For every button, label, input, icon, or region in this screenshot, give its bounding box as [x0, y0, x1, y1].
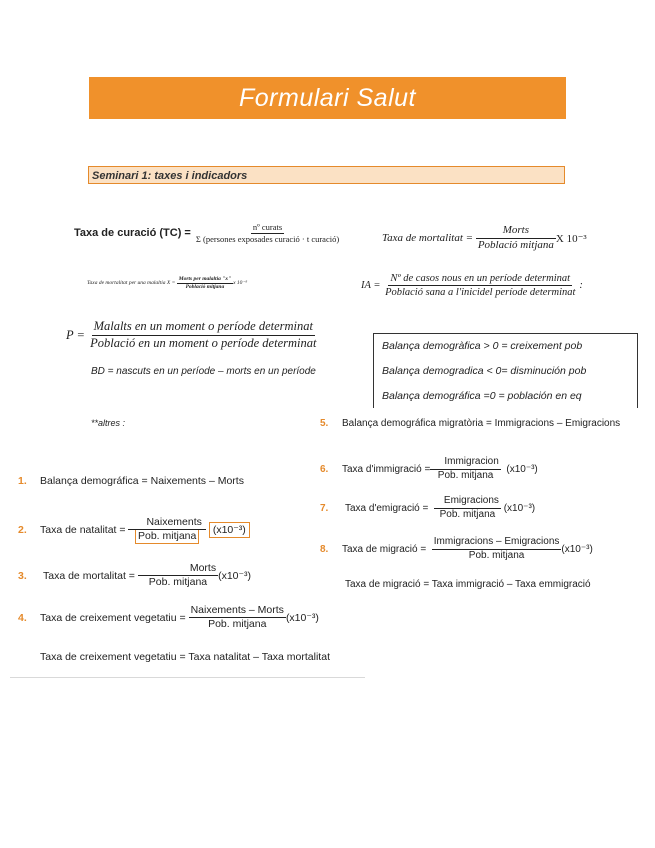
tm-denominator: Població mitjana [477, 238, 554, 251]
p-fraction [88, 319, 318, 351]
item-4-denominator: Pob. mitjana [208, 618, 267, 631]
item-7-fraction [434, 495, 501, 521]
list-item-2 [18, 516, 250, 544]
item-8-numerator: Immigracions – Emigracions [432, 536, 562, 550]
tm-fraction [476, 224, 556, 253]
ia-label: IA = [361, 280, 381, 292]
item-2-numerator: Naixements [128, 516, 205, 530]
title-banner: Formulari Salut [89, 77, 566, 119]
formula-prevalence [66, 319, 318, 351]
item-8-suffix: (x10⁻³) [561, 543, 593, 555]
item-8-denominator: Pob. mitjana [468, 549, 525, 561]
item-7-label: Taxa d'emigració = [345, 502, 429, 514]
item-2-number: 2. [18, 524, 27, 537]
balance-box [373, 333, 638, 408]
item-4-numerator: Naixements – Morts [189, 604, 286, 618]
tc-label: Taxa de curació (TC) = [74, 227, 191, 240]
item-3-number: 3. [18, 569, 27, 582]
p-numerator: Malalts en un moment o període determinat [92, 319, 315, 336]
tmm-label: Taxa de mortalitat per una malaltia X = [87, 280, 176, 287]
tmm-denominator: Població mitjana [185, 283, 225, 290]
item-1-number: 1. [18, 475, 27, 487]
item-3-numerator: Morts [138, 562, 218, 576]
item-6-denominator: Pob. mitjana [437, 469, 494, 481]
balance-negative: Balança demogradica < 0= disminución pob [382, 365, 587, 377]
item-7-number: 7. [320, 502, 329, 514]
formula-tc [74, 222, 341, 244]
item-4-fraction [189, 604, 286, 631]
tmm-numerator: Morts per malaltia "x" [178, 276, 232, 282]
list-item-6 [320, 456, 538, 482]
item-2-suffix: (x10⁻³) [209, 522, 250, 538]
tmm-suffix: x 10⁻⁵ [233, 280, 248, 287]
tm-label: Taxa de mortalitat = [382, 232, 474, 245]
formula-bd: BD = nascuts en un període – morts en un període [91, 366, 316, 377]
item-8-label: Taxa de migració = [342, 543, 427, 555]
formula-mortality [382, 224, 587, 253]
tc-denominator: Σ (persones exposades curació · t curació) [195, 233, 340, 244]
list-item-8 [320, 536, 593, 562]
list-item-5 [320, 418, 620, 429]
ia-suffix: : [579, 280, 583, 292]
item-7-numerator: Emigracions [434, 495, 501, 509]
item-8-note: Taxa de migració = Taxa immigració – Taxa emmigració [345, 579, 591, 590]
item-6-number: 6. [320, 463, 329, 475]
tmm-fraction [177, 276, 233, 291]
item-6-suffix: (x10⁻³) [506, 463, 538, 475]
tm-suffix: X 10⁻³ [555, 232, 587, 245]
list-item-1 [18, 475, 244, 487]
balance-zero: Balança demográfica =0 = población en eq [382, 390, 582, 402]
item-2-label: Taxa de natalitat = [40, 524, 126, 537]
item-4-number: 4. [18, 611, 27, 624]
item-3-denominator: Pob. mitjana [148, 576, 208, 589]
item-7-suffix: (x10⁻³) [503, 502, 536, 514]
item-8-fraction [432, 536, 562, 562]
item-3-label: Taxa de mortalitat = [43, 569, 135, 582]
tc-numerator: nº curats [252, 222, 283, 232]
divider [10, 677, 365, 678]
tm-numerator: Morts [502, 224, 529, 236]
item-4-note: Taxa de creixement vegetatiu = Taxa natalitat – Taxa mortalitat [40, 651, 330, 663]
tc-fraction [194, 222, 341, 244]
item-6-numerator: Immigracion [430, 456, 500, 470]
formula-disease-mortality [87, 276, 247, 291]
list-item-7 [320, 495, 535, 521]
balance-positive: Balança demogràfica > 0 = creixement pob [382, 340, 583, 352]
list-item-4 [18, 604, 319, 631]
item-4-suffix: (x10⁻³) [285, 611, 319, 624]
item-8-number: 8. [320, 543, 329, 555]
item-7-denominator: Pob. mitjana [439, 508, 496, 520]
ia-numerator: Nº de casos nous en un període determinat [388, 272, 572, 286]
ia-fraction [383, 272, 577, 299]
list-item-3 [18, 562, 251, 589]
p-label: P = [66, 327, 85, 342]
item-6-fraction [430, 456, 500, 482]
item-5-number: 5. [320, 418, 329, 429]
item-5-text: Balança demográfica migratòria = Immigracions – Emigracions [342, 418, 621, 429]
item-1-text: Balança demográfica = Naixements – Morts [40, 475, 244, 487]
item-6-label: Taxa d'immigració = [342, 463, 431, 475]
seminar-heading: Seminari 1: taxes i indicadors [88, 166, 565, 184]
formula-ia [361, 272, 583, 299]
altres-label: **altres : [91, 418, 126, 428]
item-2-denominator: Pob. mitjana [135, 530, 199, 544]
p-denominator: Població en un moment o període determinat [90, 335, 317, 350]
item-4-label: Taxa de creixement vegetatiu = [40, 611, 186, 624]
item-2-fraction [128, 516, 205, 544]
item-3-suffix: (x10⁻³) [218, 569, 252, 582]
ia-denominator: Població sana a l'inicidel període determinat [385, 287, 576, 299]
item-3-fraction [138, 562, 218, 589]
